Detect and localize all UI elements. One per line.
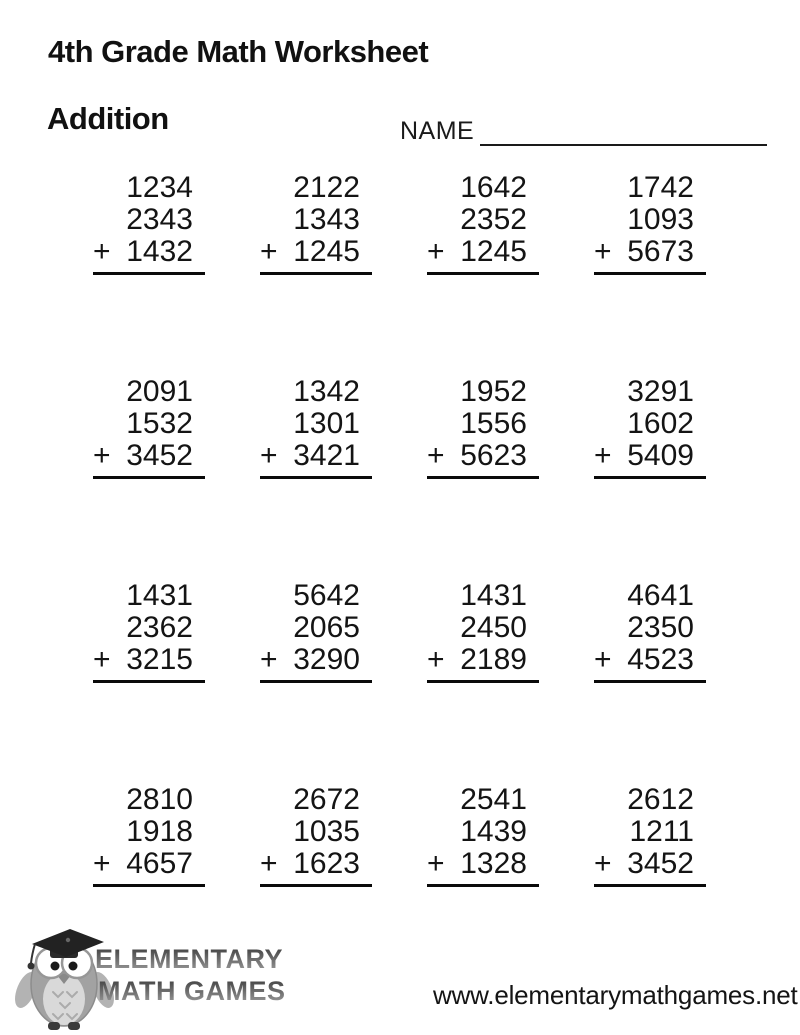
subject-heading: Addition bbox=[47, 101, 169, 136]
addition-problem bbox=[427, 784, 539, 887]
addend-3: 1623 bbox=[293, 847, 360, 880]
addend-2: 1556 bbox=[460, 407, 527, 440]
logo-line-2: MATH GAMES bbox=[98, 976, 286, 1006]
addend-3: 3452 bbox=[627, 847, 694, 880]
name-field bbox=[400, 116, 767, 146]
addition-problem bbox=[427, 580, 539, 683]
logo-line-1: ELEMENTARY bbox=[95, 946, 286, 973]
addend-1: 2091 bbox=[126, 375, 193, 408]
addend-3: 3215 bbox=[126, 643, 193, 676]
addend-1: 3291 bbox=[627, 375, 694, 408]
addend-1: 1431 bbox=[460, 579, 527, 612]
addition-problem bbox=[594, 376, 706, 479]
addend-1: 1431 bbox=[126, 579, 193, 612]
name-label: NAME bbox=[400, 117, 475, 145]
addition-problem bbox=[260, 376, 372, 479]
addend-1: 4641 bbox=[627, 579, 694, 612]
addend-2: 1532 bbox=[126, 407, 193, 440]
addition-problem bbox=[93, 172, 205, 275]
addition-problem bbox=[427, 376, 539, 479]
addend-3: 5673 bbox=[627, 235, 694, 268]
addend-1: 1952 bbox=[460, 375, 527, 408]
plus-operator: + bbox=[594, 847, 612, 880]
addend-1: 1342 bbox=[293, 375, 360, 408]
name-blank-line bbox=[480, 116, 767, 146]
addend-1: 2810 bbox=[126, 783, 193, 816]
addend-3: 1328 bbox=[460, 847, 527, 880]
addend-3: 2189 bbox=[460, 643, 527, 676]
addend-1: 1742 bbox=[627, 171, 694, 204]
addend-2: 2343 bbox=[126, 203, 193, 236]
addend-2: 1918 bbox=[126, 815, 193, 848]
addend-3: 1245 bbox=[293, 235, 360, 268]
addend-1: 2672 bbox=[293, 783, 360, 816]
addend-3: 1432 bbox=[126, 235, 193, 268]
plus-operator: + bbox=[427, 235, 445, 268]
plus-operator: + bbox=[427, 847, 445, 880]
addend-2: 2350 bbox=[627, 611, 694, 644]
plus-operator: + bbox=[93, 439, 111, 472]
addend-2: 1602 bbox=[627, 407, 694, 440]
addend-3: 3452 bbox=[126, 439, 193, 472]
addition-problem bbox=[594, 784, 706, 887]
plus-operator: + bbox=[93, 643, 111, 676]
addend-2: 1211 bbox=[629, 815, 694, 848]
addition-problem bbox=[93, 580, 205, 683]
plus-operator: + bbox=[260, 439, 278, 472]
addend-2: 1343 bbox=[293, 203, 360, 236]
addend-2: 2450 bbox=[460, 611, 527, 644]
addend-3: 1245 bbox=[460, 235, 527, 268]
addition-problem bbox=[427, 172, 539, 275]
addend-2: 2065 bbox=[293, 611, 360, 644]
plus-operator: + bbox=[260, 643, 278, 676]
addend-2: 2362 bbox=[126, 611, 193, 644]
plus-operator: + bbox=[260, 235, 278, 268]
footer bbox=[0, 918, 800, 1035]
addend-3: 4657 bbox=[126, 847, 193, 880]
plus-operator: + bbox=[93, 235, 111, 268]
logo-wordmark bbox=[95, 946, 286, 1005]
addition-problem bbox=[594, 172, 706, 275]
addend-2: 1301 bbox=[293, 407, 360, 440]
addend-1: 2541 bbox=[460, 783, 527, 816]
plus-operator: + bbox=[594, 439, 612, 472]
plus-operator: + bbox=[594, 643, 612, 676]
addition-problem bbox=[93, 376, 205, 479]
addend-3: 5409 bbox=[627, 439, 694, 472]
addend-2: 1035 bbox=[293, 815, 360, 848]
plus-operator: + bbox=[594, 235, 612, 268]
plus-operator: + bbox=[427, 439, 445, 472]
addition-problem bbox=[594, 580, 706, 683]
plus-operator: + bbox=[260, 847, 278, 880]
addition-problem bbox=[260, 172, 372, 275]
addend-3: 3421 bbox=[293, 439, 360, 472]
plus-operator: + bbox=[93, 847, 111, 880]
addend-2: 1439 bbox=[460, 815, 527, 848]
plus-operator: + bbox=[427, 643, 445, 676]
addend-1: 1642 bbox=[460, 171, 527, 204]
problems-grid bbox=[93, 172, 761, 887]
addend-3: 5623 bbox=[460, 439, 527, 472]
addend-1: 1234 bbox=[126, 171, 193, 204]
addend-3: 4523 bbox=[627, 643, 694, 676]
addend-3: 3290 bbox=[293, 643, 360, 676]
addend-1: 2122 bbox=[293, 171, 360, 204]
addend-1: 2612 bbox=[627, 783, 694, 816]
addend-2: 1093 bbox=[627, 203, 694, 236]
addition-problem bbox=[260, 580, 372, 683]
page-title: 4th Grade Math Worksheet bbox=[48, 34, 429, 69]
addend-2: 2352 bbox=[460, 203, 527, 236]
addend-1: 5642 bbox=[293, 579, 360, 612]
addition-problem bbox=[93, 784, 205, 887]
addition-problem bbox=[260, 784, 372, 887]
website-url: www.elementarymathgames.net bbox=[433, 980, 798, 1010]
